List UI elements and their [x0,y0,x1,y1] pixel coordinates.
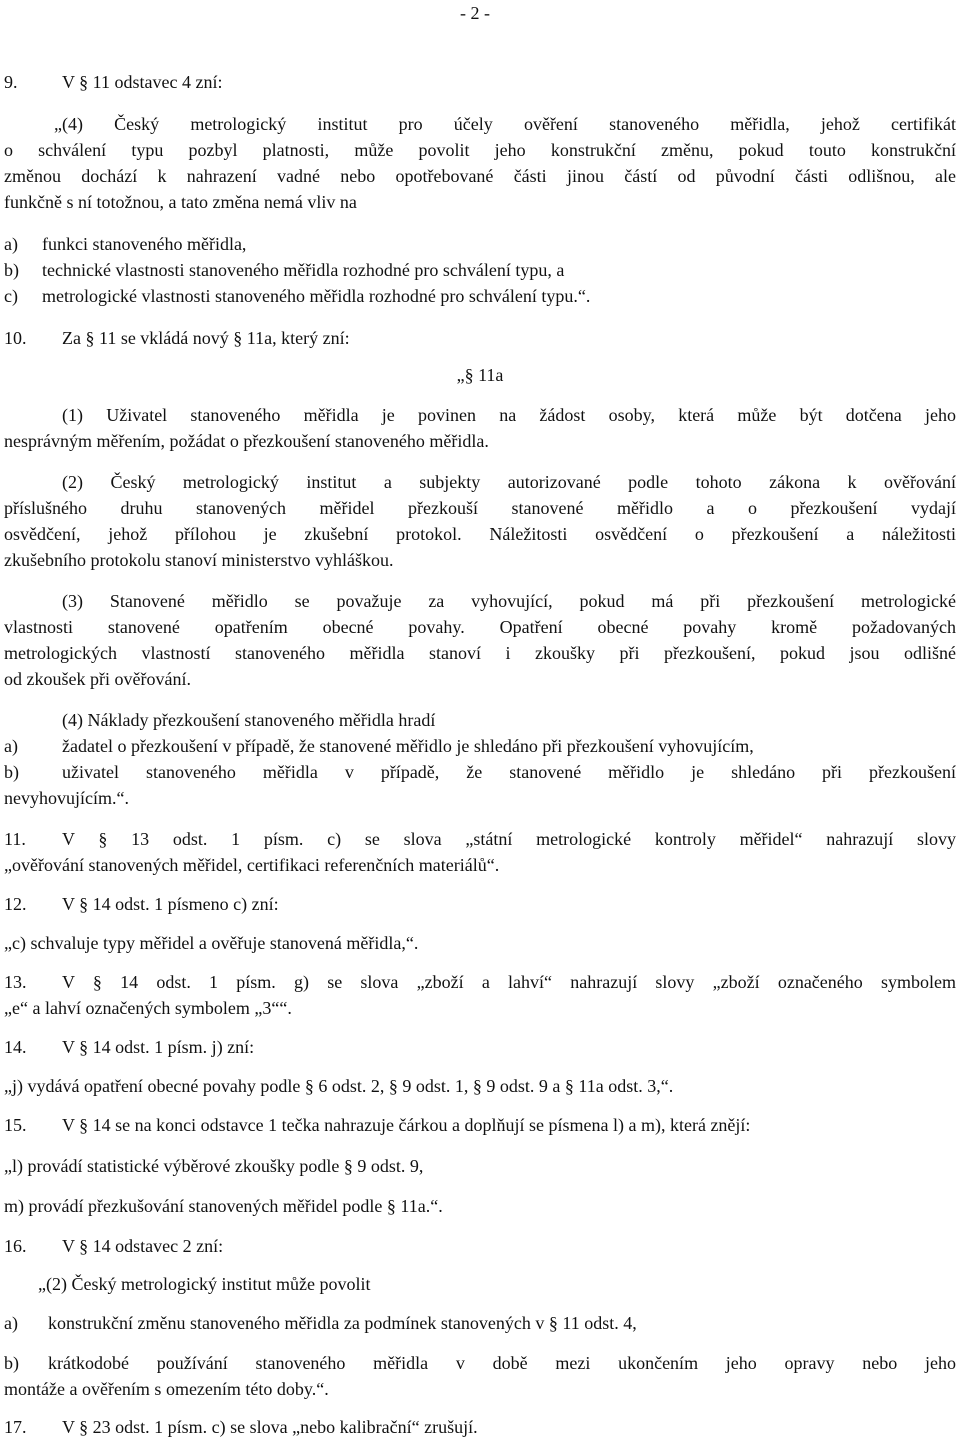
paragraph-line: „e“ a lahví označených symbolem „3““. [4,998,292,1018]
item-text: V § 13 odst. 1 písm. c) se slova „státní metrologické kontroly měřidel“ nahrazují slovy [62,829,956,849]
item-text: Za § 11 se vkládá nový § 11a, který zní: [62,328,350,348]
paragraph-line: změnou dochází k nahrazení vadné nebo opotřebované části jinou částí od původní části odlišnou, ale [4,166,956,186]
list-label: a) [4,234,18,254]
item-text: V § 14 odst. 1 písm. g) se slova „zboží a lahví“ nahrazují slovy „zboží označeného symbolem [62,972,956,992]
list-label: a) [4,1313,18,1333]
item-10 [4,325,956,351]
list-label: c) [4,286,18,306]
paragraph-line: (1) Uživatel stanoveného měřidla je povinen na žádost osoby, která může být dotčena jeho [62,405,956,425]
item-9 [4,69,956,95]
quote-line: „(2) Český metrologický institut může povolit [38,1274,371,1294]
paragraph-line: od zkoušek při ověřování. [4,669,191,689]
item-text: V § 11 odstavec 4 zní: [62,72,223,92]
item-12 [4,891,956,917]
list-text: konstrukční změnu stanoveného měřidla za podmínek stanovených v § 11 odst. 4, [48,1313,637,1333]
paragraph-line: o schválení typu pozbyl platnosti, může povolit jeho konstrukční změnu, pokud touto konstrukční [4,140,956,160]
page-number: - 2 - [460,3,490,23]
paragraph-line: osvědčení, jehož přílohou je zkušební protokol. Náležitosti osvědčení o přezkoušení a náležitosti [4,524,956,544]
list-item [4,231,956,257]
item-11 [4,826,956,852]
item-13 [4,969,956,995]
paragraph-line: „(4) Český metrologický institut pro účely ověření stanoveného měřidla, jehož certifikát [54,114,956,134]
list-item [4,1350,956,1376]
item-number: 12. [4,894,27,914]
list-item [4,257,956,283]
quote-line: „l) provádí statistické výběrové zkoušky podle § 9 odst. 9, [4,1156,424,1176]
list-item [4,733,956,759]
list-text: funkci stanoveného měřidla, [42,234,247,254]
paragraph-line: (2) Český metrologický institut a subjekty autorizované podle tohoto zákona k ověřování [62,472,956,492]
list-item [4,759,956,785]
item-number: 13. [4,972,27,992]
paragraph-line: (3) Stanovené měřidlo se považuje za vyhovující, pokud má při přezkoušení metrologické [62,591,956,611]
item-number: 11. [4,829,26,849]
quote-line: m) provádí přezkušování stanovených měřidel podle § 11a.“. [4,1196,443,1216]
item-number: 17. [4,1417,27,1437]
list-text: krátkodobé používání stanoveného měřidla v době mezi ukončením jeho opravy nebo jeho [48,1353,956,1373]
list-label: b) [4,762,19,782]
paragraph-line: funkčně s ní totožnou, a tato změna nemá vliv na [4,192,357,212]
item-number: 10. [4,328,27,348]
list-label: a) [4,736,18,756]
paragraph-line: (4) Náklady přezkoušení stanoveného měřidla hradí [62,710,436,730]
item-number: 9. [4,72,18,92]
list-text: uživatel stanoveného měřidla v případě, že stanovené měřidlo je shledáno při přezkoušení [62,762,956,782]
list-item [4,283,956,309]
section-heading: „§ 11a [456,365,504,385]
item-text: V § 14 odstavec 2 zní: [62,1236,224,1256]
item-text: V § 14 odst. 1 písmeno c) zní: [62,894,279,914]
paragraph-line: montáže a ověřením s omezením této doby.“. [4,1379,329,1399]
paragraph-line: metrologických vlastností stanoveného měřidla stanoví i zkoušky při přezkoušení, pokud jsou odlišné [4,643,956,663]
item-number: 16. [4,1236,27,1256]
list-item [4,1310,956,1336]
list-label: b) [4,1353,19,1373]
list-text: žadatel o přezkoušení v případě, že stanovené měřidlo je shledáno při přezkoušení vyhovujícím, [62,736,754,756]
paragraph-line: příslušného druhu stanovených měřidel přezkouší stanovené měřidlo a o přezkoušení vydají [4,498,956,518]
list-text: metrologické vlastnosti stanoveného měřidla rozhodné pro schválení typu.“. [42,286,591,306]
paragraph-line: nevyhovujícím.“. [4,788,129,808]
quote-line: „j) vydává opatření obecné povahy podle § 6 odst. 2, § 9 odst. 1, § 9 odst. 9 a § 11a odst. 3,“. [4,1076,674,1096]
item-text: V § 14 odst. 1 písm. j) zní: [62,1037,255,1057]
list-label: b) [4,260,19,280]
item-text: V § 23 odst. 1 písm. c) se slova „nebo kalibrační“ zrušují. [62,1417,478,1437]
item-15 [4,1112,956,1138]
item-16 [4,1233,956,1259]
paragraph-line: vlastnosti stanovené opatřením obecné povahy. Opatření obecné povahy kromě požadovaných [4,617,956,637]
paragraph-line: „ověřování stanovených měřidel, certifikaci referenčních materiálů“. [4,855,500,875]
list-text: technické vlastnosti stanoveného měřidla rozhodné pro schválení typu, a [42,260,565,280]
paragraph-line: zkušebního protokolu stanoví ministerstvo vyhláškou. [4,550,394,570]
item-text: V § 14 se na konci odstavce 1 tečka nahrazuje čárkou a doplňují se písmena l) a m), která znějí: [62,1115,751,1135]
item-14 [4,1034,956,1060]
item-number: 15. [4,1115,27,1135]
item-17 [4,1414,956,1440]
paragraph-line: nesprávným měřením, požádat o přezkoušení stanoveného měřidla. [4,431,489,451]
quote-line: „c) schvaluje typy měřidel a ověřuje stanovená měřidla,“. [4,933,419,953]
item-number: 14. [4,1037,27,1057]
